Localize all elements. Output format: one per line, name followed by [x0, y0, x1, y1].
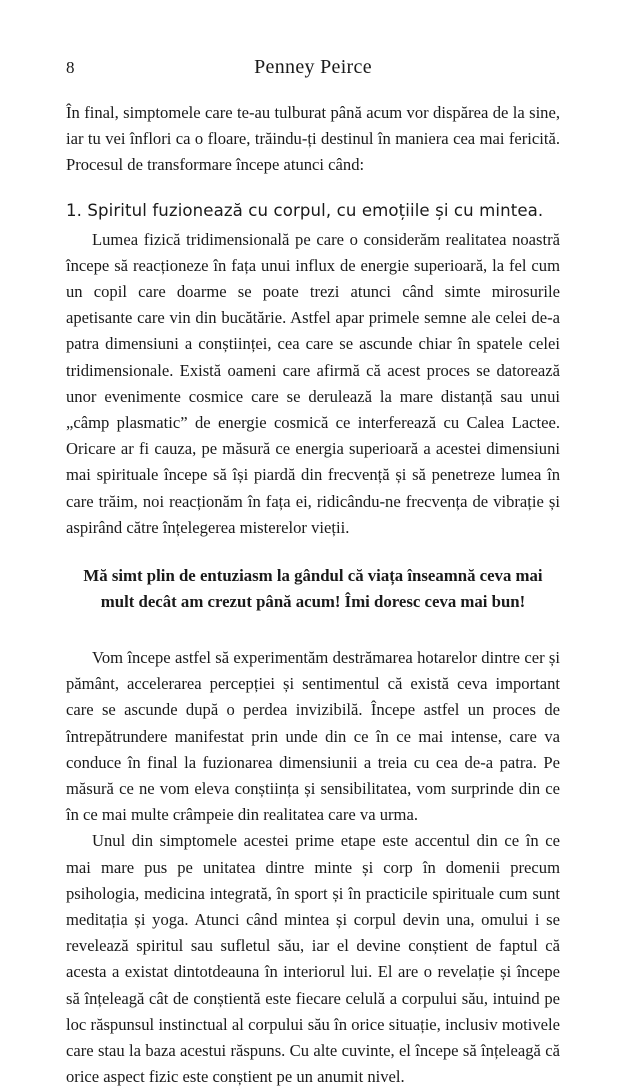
page-number: 8 [66, 58, 75, 77]
highlighted-quote [74, 563, 552, 615]
section-heading: 1. Spiritul fuzionează cu corpul, cu emoțiile și cu mintea. [66, 200, 544, 220]
book-page [66, 56, 560, 1091]
body-paragraph-3: Unul din simptomele acestei prime etape este accentul din ce în ce mai mare pus pe unitatea dintre minte și corp în domenii precum psihologia, medicina integrată, în sport și în practicile spirituale cum sunt meditația și yoga. Atunci când mintea și corpul devin una, omului i se revelează spiritul sau sufletul său, iar el devine conștient de faptul că acesta a existat dintotdeauna în interiorul lui. El are o revelație și începe să înțeleagă cât de conștientă este fiecare celulă a corpului său, intuind pe loc răspunsul instinctual al corpului său în orice situație, inclusiv motivele care stau la baza acestui răspuns. Cu alte cuvinte, el începe să înțeleagă că orice aspect fizic este conștient pe un anumit nivel. [66, 831, 560, 1087]
intro-paragraph: În final, simptomele care te-au tulburat până acum vor dispărea de la sine, iar tu vei înflori ca o floare, trăindu-ți destinul în maniera cea mai fericită. Procesul de transformare începe atunci când: [66, 103, 560, 175]
body-paragraph-2: Vom începe astfel să experimentăm destrămarea hotarelor dintre cer și pământ, accelerarea percepției și sentimentul că există ceva important care se ascunde după o perdea invizibilă. Începe astfel un proces de întrepătrundere manifestat prin unde din ce în ce mai intense, care va conduce în final la fuzionarea dimensiunii a treia cu cea de-a patra. Pe măsură ce ne vom eleva conștiința și sensibilitatea, vom surprinde din ce în ce mai multe crâmpeie din realitatea care va urma. [66, 648, 560, 825]
running-head-author: Penney Peirce [254, 56, 372, 78]
quote-line-2: mult decât am crezut până acum! Îmi doresc ceva mai bun! [100, 592, 526, 612]
quote-line-1: Mă simt plin de entuziasm la gândul că viața înseamnă ceva mai [83, 566, 543, 586]
body-paragraph-1: Lumea fizică tridimensională pe care o considerăm realitatea noastră începe să reacționeze în fața unui influx de energie superioară, la fel cum un copil care doarme se poate trezi atunci când simte mirosurile apetisante care vin din bucătărie. Astfel apar primele semne ale celei de-a patra dimensiuni a conștiinței, cea care se ascunde chiar în spatele celei tridimensionale. Există oameni care afirmă că acest proces se datorează unor evenimente cosmice care se derulează la mare distanță sau unui „câmp plasmatic” de energie cosmică ce interferează cu Calea Lactee. Oricare ar fi cauza, pe măsură ce energia superioară a acestei dimensiuni mai spirituale începe să își piardă din frecvență și să penetreze lumea în care trăim, noi reacționăm în fața ei, ridicându-ne frecvența de vibrație și aspirând către înțelegerea misterelor vieții. [66, 229, 560, 537]
page-header [66, 56, 560, 86]
